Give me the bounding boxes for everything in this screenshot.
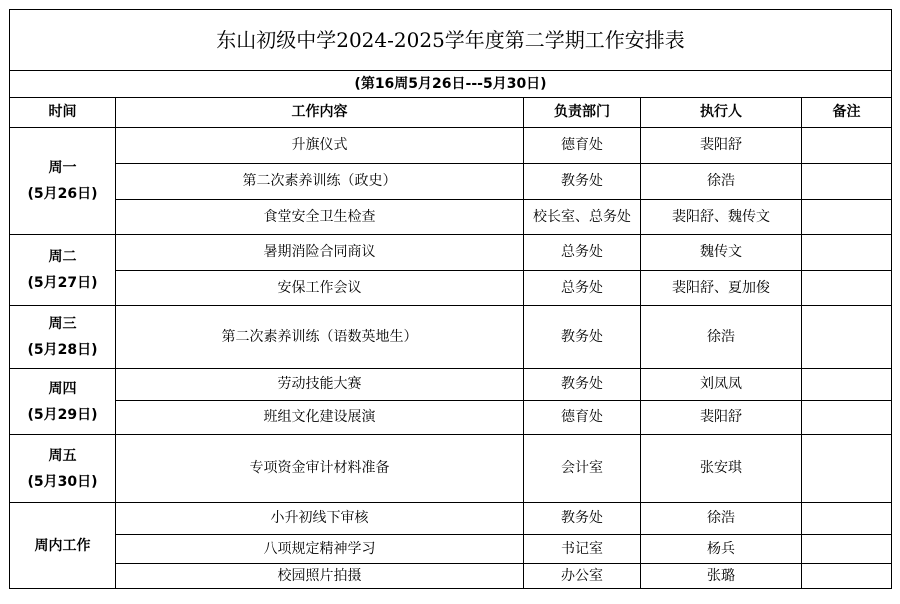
table-row: [10, 200, 892, 235]
day-label: 周五: [48, 447, 77, 464]
week-subtitle: (第16周5月26日---5月30日): [10, 71, 892, 98]
table-row: [10, 535, 892, 564]
task-remarks: [802, 369, 892, 401]
task-content: 食堂安全卫生检查: [116, 200, 524, 235]
day-label: 周二: [48, 249, 77, 265]
task-department: 教务处: [524, 369, 641, 401]
task-remarks: [802, 200, 892, 235]
task-executor: 徐浩: [641, 306, 802, 369]
task-remarks: [802, 128, 892, 164]
task-remarks: [802, 564, 892, 589]
task-content: 第二次素养训练（语数英地生）: [116, 306, 524, 369]
task-department: 教务处: [524, 164, 641, 200]
day-cell-friday: [10, 435, 116, 503]
task-content: 暑期消险合同商议: [116, 235, 524, 271]
task-content: 安保工作会议: [116, 271, 524, 306]
header-content: 工作内容: [116, 98, 524, 128]
task-department: 德育处: [524, 128, 641, 164]
task-executor: 裴阳舒: [641, 128, 802, 164]
day-cell-thursday: [10, 369, 116, 435]
table-row: [10, 564, 892, 589]
day-date: (5月29日): [27, 406, 98, 423]
task-content: 校园照片拍摄: [116, 564, 524, 589]
day-date: (5月27日): [27, 275, 98, 291]
table-row: [10, 401, 892, 435]
task-remarks: [802, 306, 892, 369]
header-executor: 执行人: [641, 98, 802, 128]
task-department: 书记室: [524, 535, 641, 564]
day-date: (5月28日): [27, 342, 98, 358]
table-row: [10, 306, 892, 369]
task-executor: 徐浩: [641, 164, 802, 200]
task-remarks: [802, 271, 892, 306]
task-department: 办公室: [524, 564, 641, 589]
task-remarks: [802, 435, 892, 503]
day-date: (5月30日): [27, 473, 98, 490]
task-content: 小升初线下审核: [116, 503, 524, 535]
task-executor: 杨兵: [641, 535, 802, 564]
header-department: 负责部门: [524, 98, 641, 128]
task-content: 劳动技能大赛: [116, 369, 524, 401]
table-row: [10, 369, 892, 401]
header-time: 时间: [10, 98, 116, 128]
task-executor: 刘凤凤: [641, 369, 802, 401]
task-remarks: [802, 535, 892, 564]
day-label: 周四: [48, 380, 77, 397]
table-row: [10, 128, 892, 164]
table-row: [10, 503, 892, 535]
day-cell-monday: [10, 128, 116, 235]
task-content: 八项规定精神学习: [116, 535, 524, 564]
table-row: [10, 235, 892, 271]
task-department: 会计室: [524, 435, 641, 503]
task-department: 德育处: [524, 401, 641, 435]
task-content: 升旗仪式: [116, 128, 524, 164]
header-row: [10, 98, 892, 128]
task-executor: 张安琪: [641, 435, 802, 503]
day-label: 周内工作: [34, 537, 91, 554]
task-remarks: [802, 503, 892, 535]
task-executor: 徐浩: [641, 503, 802, 535]
task-executor: 裴阳舒、夏加俊: [641, 271, 802, 306]
table-title: 东山初级中学2024-2025学年度第二学期工作安排表: [10, 10, 892, 71]
task-content: 第二次素养训练（政史）: [116, 164, 524, 200]
task-department: 教务处: [524, 306, 641, 369]
task-executor: 裴阳舒、魏传文: [641, 200, 802, 235]
table-row: [10, 435, 892, 503]
task-department: 校长室、总务处: [524, 200, 641, 235]
day-label: 周一: [48, 160, 77, 176]
task-department: 总务处: [524, 271, 641, 306]
task-executor: 魏传文: [641, 235, 802, 271]
task-remarks: [802, 164, 892, 200]
day-cell-wednesday: [10, 306, 116, 369]
day-cell-weekly: [10, 503, 116, 589]
header-remarks: 备注: [802, 98, 892, 128]
task-content: 班组文化建设展演: [116, 401, 524, 435]
day-date: (5月26日): [27, 186, 98, 202]
task-department: 总务处: [524, 235, 641, 271]
task-department: 教务处: [524, 503, 641, 535]
task-remarks: [802, 235, 892, 271]
table-row: [10, 271, 892, 306]
task-remarks: [802, 401, 892, 435]
task-executor: 张璐: [641, 564, 802, 589]
schedule-table: [9, 9, 892, 589]
task-content: 专项资金审计材料准备: [116, 435, 524, 503]
day-label: 周三: [48, 316, 77, 332]
task-executor: 裴阳舒: [641, 401, 802, 435]
day-cell-tuesday: [10, 235, 116, 306]
table-row: [10, 164, 892, 200]
